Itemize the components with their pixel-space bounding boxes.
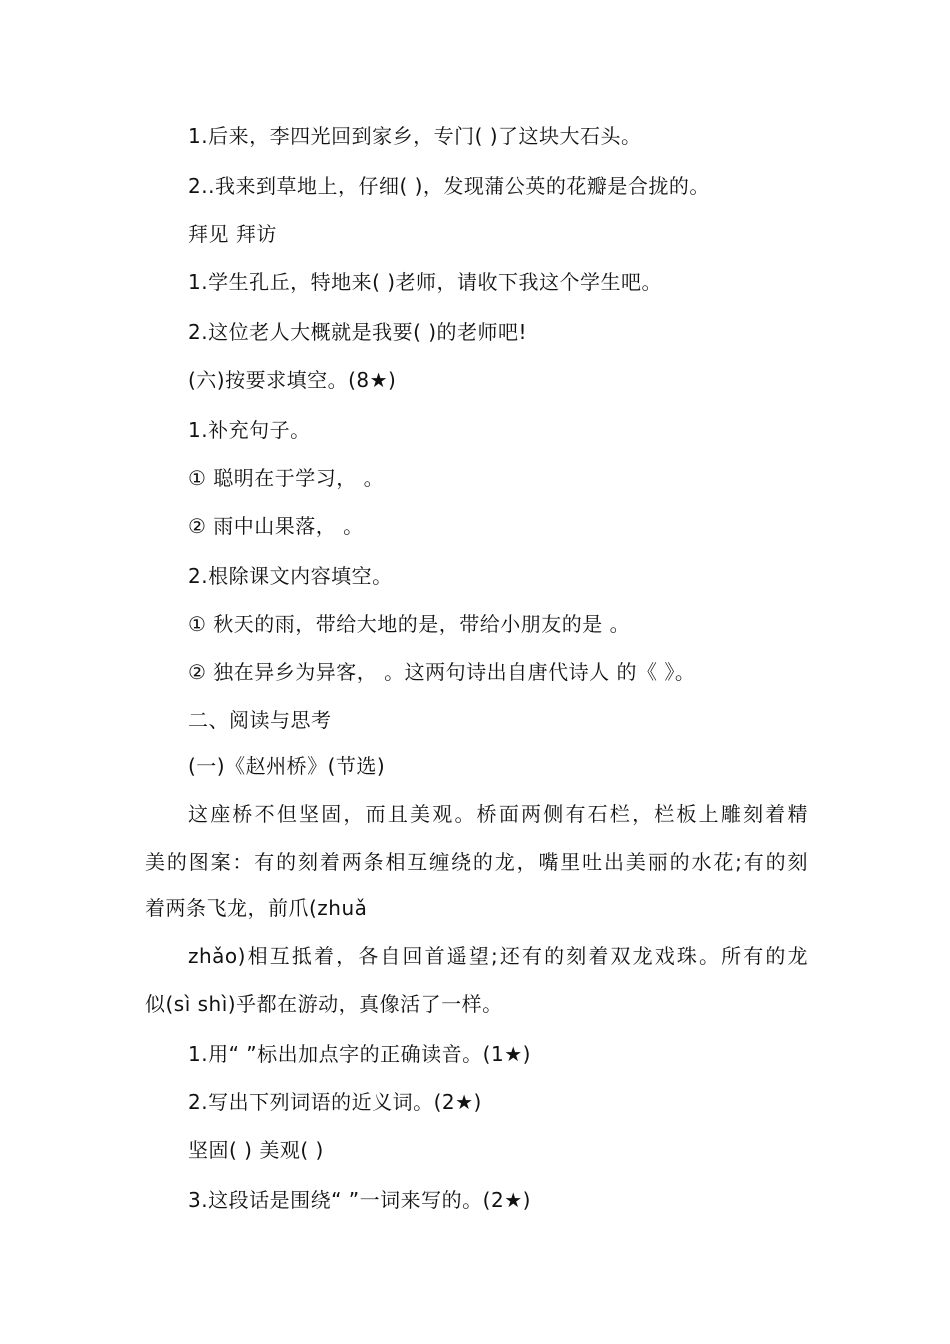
question-line: 2.这位老人大概就是我要( )的老师吧!: [188, 320, 528, 344]
question-line: 坚固( ) 美观( ): [188, 1138, 324, 1162]
sub-question-line: ② 雨中山果落， 。: [188, 514, 364, 538]
part-heading: 二、阅读与思考: [188, 708, 332, 732]
question-line: 2.写出下列词语的近义词。(2★): [188, 1090, 482, 1114]
sub-question-line: ② 独在异乡为异客， 。这两句诗出自唐代诗人 的《 》。: [188, 660, 696, 684]
section-heading: (六)按要求填空。(8★): [188, 368, 397, 392]
passage-line: 美的图案：有的刻着两条相互缠绕的龙，嘴里吐出美丽的水花;有的刻: [145, 850, 808, 874]
passage-line: 似(sì shì)乎都在游动，真像活了一样。: [145, 992, 503, 1016]
question-line: 1.用“ ”标出加点字的正确读音。(1★): [188, 1042, 531, 1066]
passage-line: 这座桥不但坚固，而且美观。桥面两侧有石栏，栏板上雕刻着精: [188, 802, 808, 826]
question-line: 1.后来，李四光回到家乡，专门( )了这块大石头。: [188, 124, 642, 148]
question-line: 1.补充句子。: [188, 418, 311, 442]
passage-line: zhǎo)相互抵着，各自回首遥望;还有的刻着双龙戏珠。所有的龙: [188, 944, 808, 968]
passage-line: 着两条飞龙，前爪(zhuǎ: [145, 896, 368, 920]
question-line: 2..我来到草地上，仔细( )，发现蒲公英的花瓣是合拢的。: [188, 174, 710, 198]
question-line: 3.这段话是围绕“ ”一词来写的。(2★): [188, 1188, 531, 1212]
sub-question-line: ① 秋天的雨，带给大地的是，带给小朋友的是 。: [188, 612, 631, 636]
sub-question-line: ① 聪明在于学习， 。: [188, 466, 385, 490]
question-line: 2.根除课文内容填空。: [188, 564, 393, 588]
question-line: 1.学生孔丘，特地来( )老师，请收下我这个学生吧。: [188, 270, 663, 294]
word-choice-line: 拜见 拜访: [188, 222, 277, 246]
passage-title: (一)《赵州桥》(节选): [188, 754, 386, 778]
